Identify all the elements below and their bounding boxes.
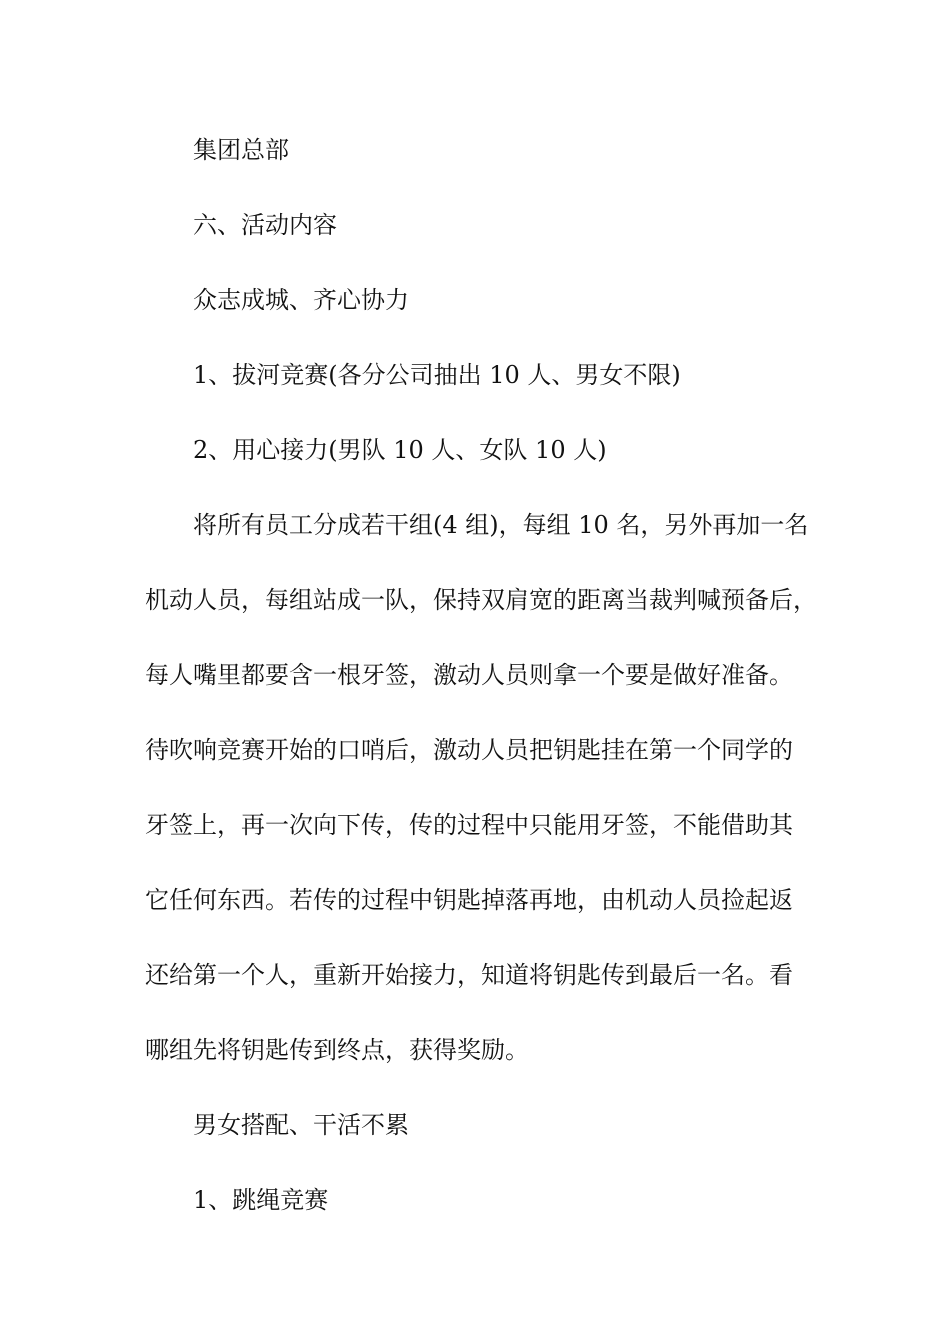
paragraph-line: 待吹响竞赛开始的口哨后，激动人员把钥匙挂在第一个同学的 — [145, 736, 793, 764]
list-item: 1、拔河竞赛(各分公司抽出 10 人、男女不限) — [193, 361, 681, 389]
text-line: 集团总部 — [193, 136, 289, 164]
paragraph-line: 将所有员工分成若干组(4 组)，每组 10 名，另外再加一名 — [193, 511, 809, 539]
paragraph-line: 它任何东西。若传的过程中钥匙掉落再地，由机动人员捡起返 — [145, 886, 793, 914]
section-heading: 六、活动内容 — [193, 211, 337, 239]
paragraph-line: 每人嘴里都要含一根牙签，激动人员则拿一个要是做好准备。 — [145, 661, 793, 689]
subsection-heading: 男女搭配、干活不累 — [193, 1111, 409, 1139]
paragraph-line: 哪组先将钥匙传到终点，获得奖励。 — [145, 1036, 529, 1064]
paragraph-line: 机动人员，每组站成一队，保持双肩宽的距离当裁判喊预备后， — [145, 586, 817, 614]
subsection-heading: 众志成城、齐心协力 — [193, 286, 409, 314]
paragraph-line: 牙签上，再一次向下传，传的过程中只能用牙签，不能借助其 — [145, 811, 793, 839]
list-item: 2、用心接力(男队 10 人、女队 10 人) — [193, 436, 607, 464]
paragraph-line: 还给第一个人，重新开始接力，知道将钥匙传到最后一名。看 — [145, 961, 793, 989]
list-item: 1、跳绳竞赛 — [193, 1186, 329, 1214]
